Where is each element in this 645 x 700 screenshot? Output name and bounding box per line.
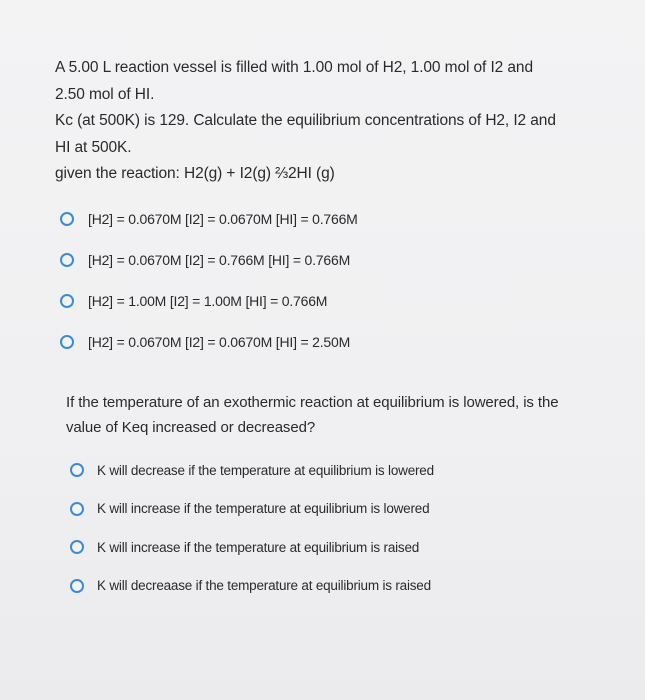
- question-2-prompt: [66, 390, 606, 440]
- question-1-line-5: given the reaction: H2(g) + I2(g) ⅔2HI (g): [55, 165, 335, 182]
- question-1-option-1[interactable]: [60, 205, 358, 233]
- radio-unselected-icon[interactable]: [60, 294, 74, 308]
- question-1-prompt: [55, 55, 600, 188]
- question-1-line-4: HI at 500K.: [55, 138, 132, 156]
- question-2-option-2[interactable]: [70, 495, 434, 523]
- question-2-options: [70, 456, 434, 610]
- radio-unselected-icon[interactable]: [70, 579, 84, 593]
- question-1-option-4[interactable]: [60, 328, 358, 356]
- radio-unselected-icon[interactable]: [70, 540, 84, 554]
- question-2-option-1[interactable]: [70, 456, 434, 484]
- question-2-line-2: value of Keq increased or decreased?: [66, 419, 316, 436]
- question-1-option-2[interactable]: [60, 246, 358, 274]
- question-2-option-3[interactable]: [70, 533, 434, 561]
- question-1-line-1: A 5.00 L reaction vessel is filled with 1.00 mol of H2, 1.00 mol of I2 and: [55, 59, 533, 76]
- question-2-option-4[interactable]: [70, 572, 434, 600]
- question-1-options: [60, 205, 358, 369]
- question-1-option-3-label: [H2] = 1.00M [I2] = 1.00M [HI] = 0.766M: [88, 293, 328, 309]
- question-1-option-2-label: [H2] = 0.0670M [I2] = 0.766M [HI] = 0.766M: [88, 252, 351, 268]
- radio-unselected-icon[interactable]: [70, 502, 84, 516]
- question-2-option-1-label: K will decrease if the temperature at equilibrium is lowered: [97, 462, 434, 478]
- radio-unselected-icon[interactable]: [60, 253, 74, 267]
- question-2-option-4-label: K will decreaase if the temperature at equilibrium is raised: [97, 578, 431, 593]
- radio-unselected-icon[interactable]: [70, 463, 84, 477]
- radio-unselected-icon[interactable]: [60, 335, 74, 349]
- question-1-option-1-label: [H2] = 0.0670M [I2] = 0.0670M [HI] = 0.766M: [88, 211, 358, 227]
- question-2-line-1: If the temperature of an exothermic reaction at equilibrium is lowered, is the: [66, 394, 559, 411]
- question-2-option-3-label: K will increase if the temperature at equilibrium is raised: [97, 539, 420, 555]
- question-1-line-3: Kc (at 500K) is 129. Calculate the equilibrium concentrations of H2, I2 and: [55, 112, 556, 129]
- radio-unselected-icon[interactable]: [60, 212, 74, 226]
- question-2-option-2-label: K will increase if the temperature at equilibrium is lowered: [97, 501, 430, 516]
- question-1-option-3[interactable]: [60, 287, 358, 315]
- question-1-option-4-label: [H2] = 0.0670M [I2] = 0.0670M [HI] = 2.50M: [88, 334, 351, 350]
- question-1-line-2: 2.50 mol of HI.: [55, 85, 155, 103]
